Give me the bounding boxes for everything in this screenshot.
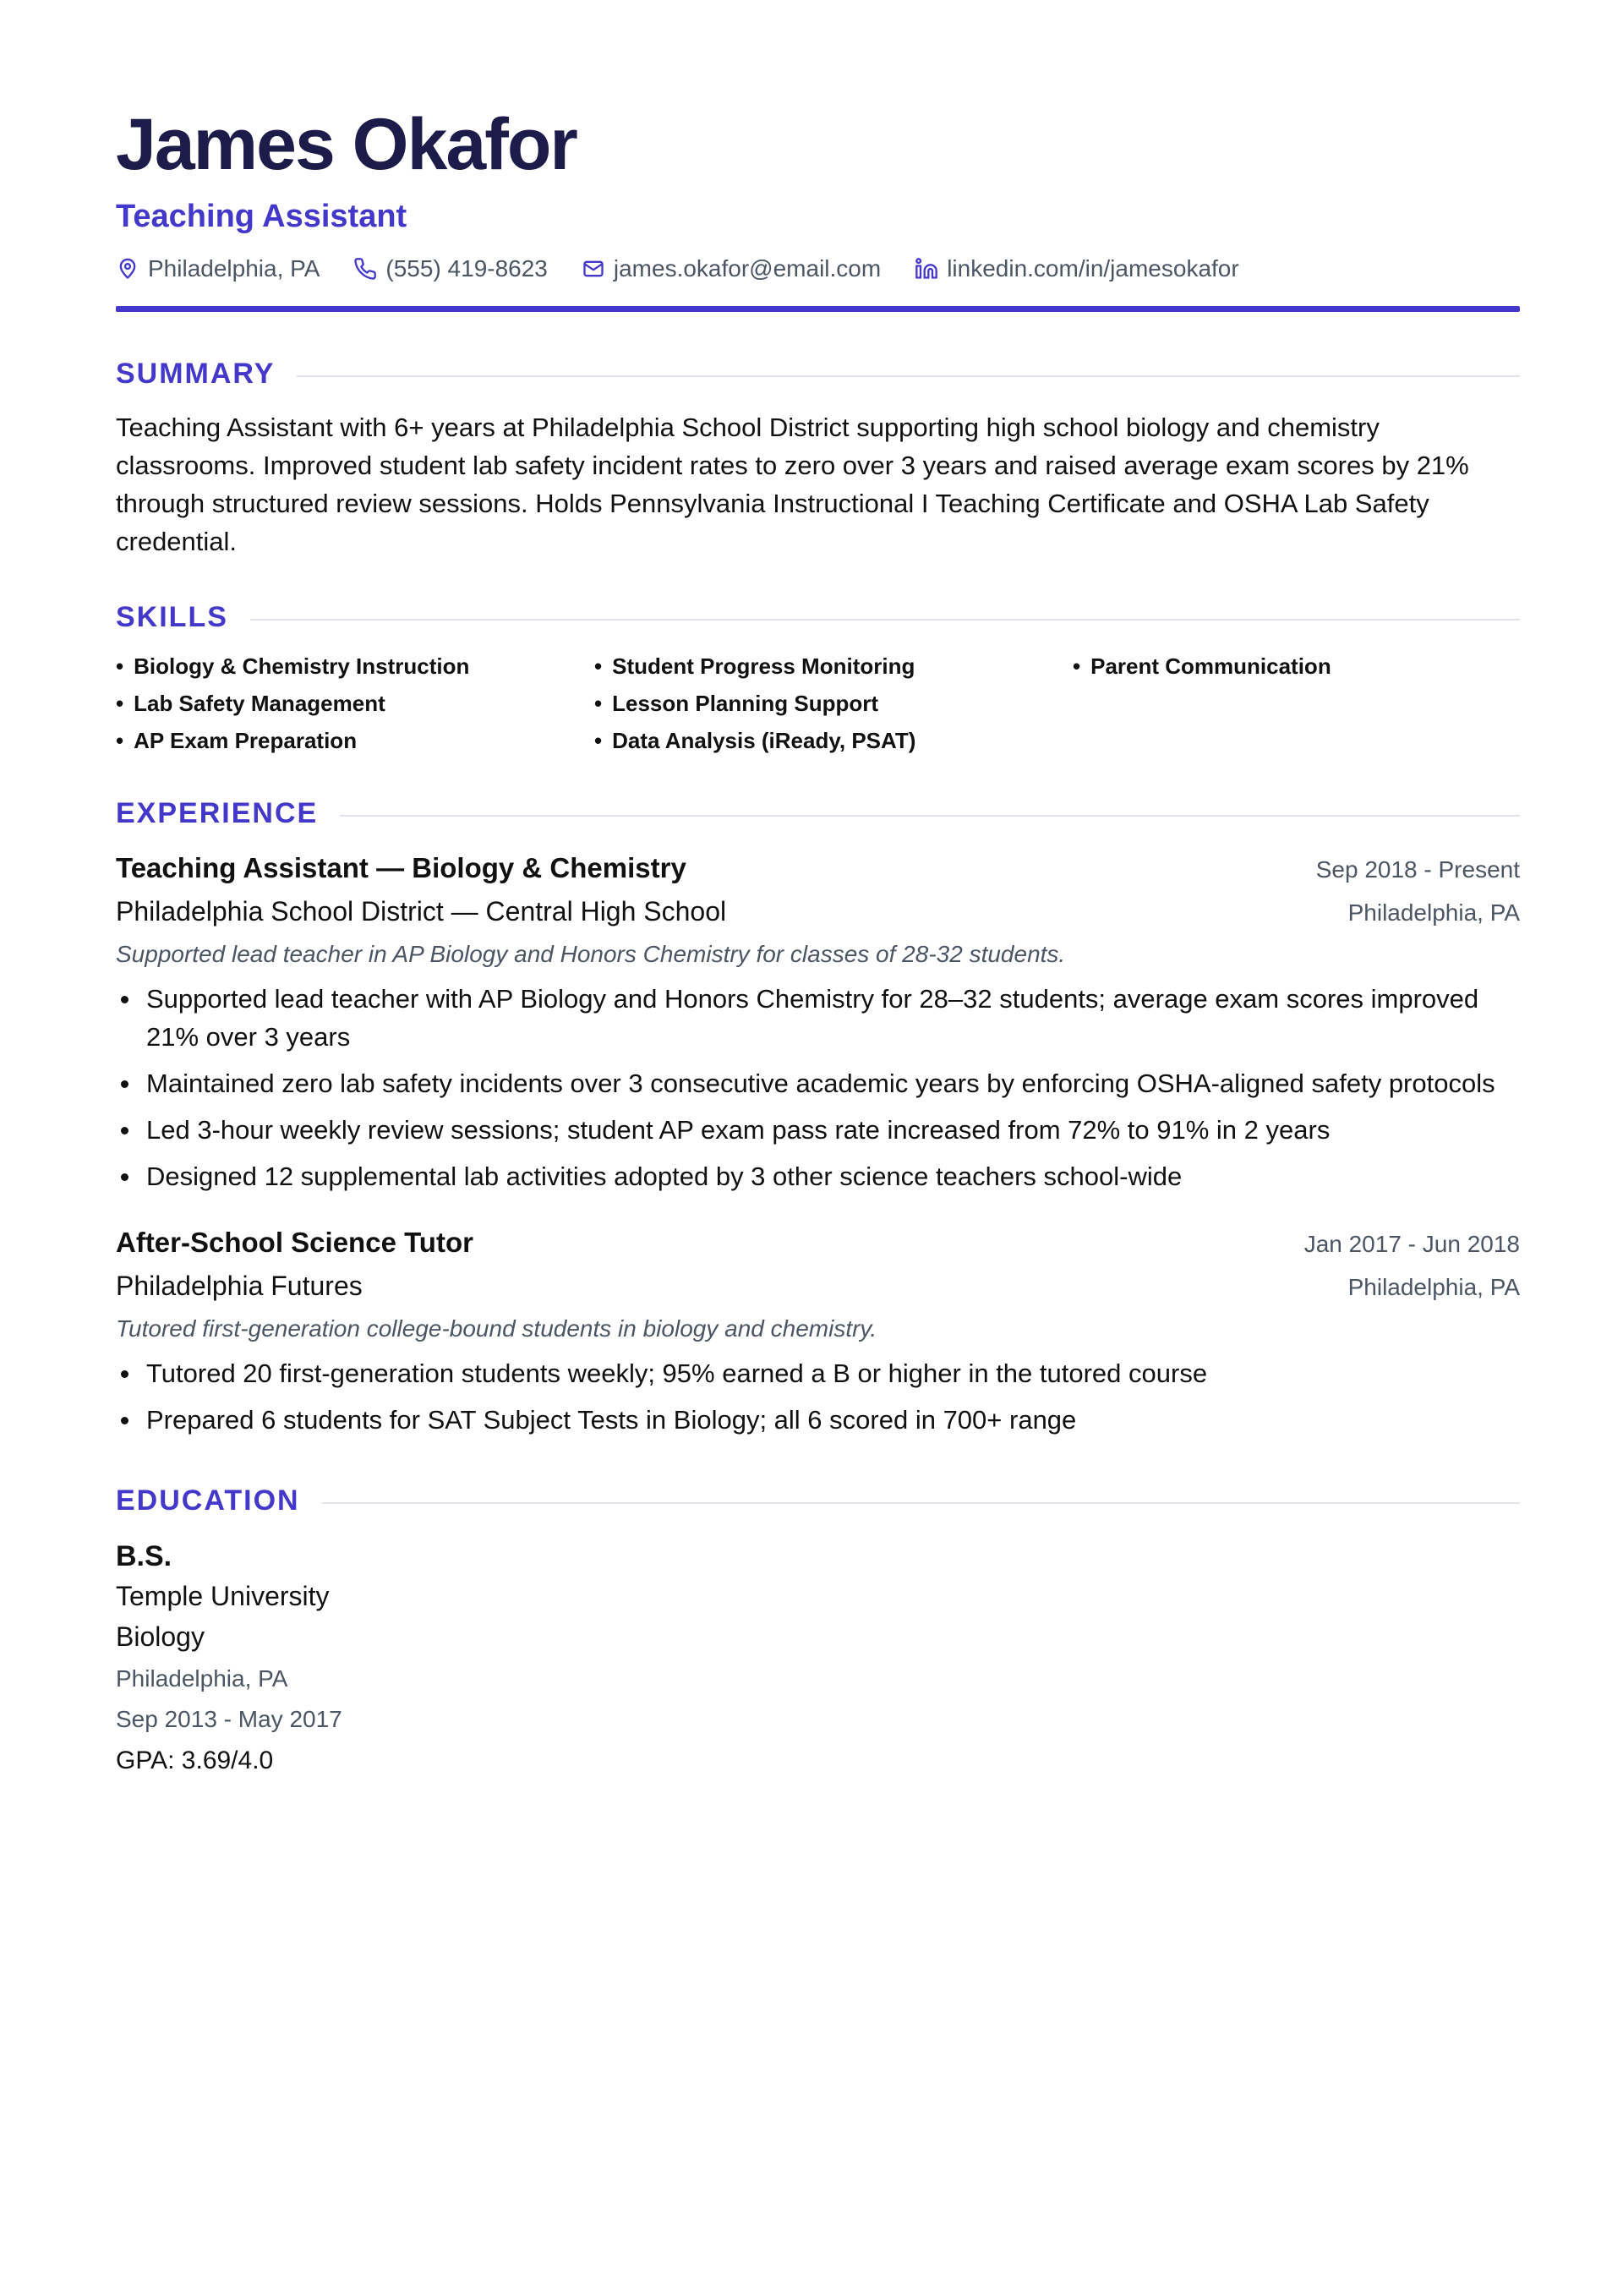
list-item: Designed 12 supplemental lab activities adopted by 3 other science teachers school-wide (116, 1157, 1520, 1195)
email-link[interactable]: james.okafor@email.com (613, 254, 882, 282)
job-entry (116, 850, 1520, 1195)
section-divider (340, 815, 1520, 817)
education-gpa: GPA: 3.69/4.0 (116, 1746, 274, 1774)
list-item: Tutored 20 first-generation students weekly; 95% earned a B or higher in the tutored course (116, 1354, 1520, 1392)
education-location: Philadelphia, PA (116, 1665, 288, 1692)
job-entry (116, 1224, 1520, 1439)
skills-section (116, 600, 1520, 757)
education-degree: B.S. (116, 1539, 172, 1572)
list-item: Led 3-hour weekly review sessions; student AP exam pass rate increased from 72% to 91% in 2 years (116, 1111, 1520, 1149)
section-divider (322, 1502, 1520, 1504)
contact-bar (116, 255, 1520, 282)
job-title-row (116, 850, 1520, 887)
skills-list (116, 650, 1520, 757)
list-item: Maintained zero lab safety incidents over 3 consecutive academic years by enforcing OSHA-aligned safety protocols (116, 1064, 1520, 1102)
job-title: After-School Science Tutor (116, 1226, 473, 1258)
education-section (116, 1486, 1520, 1780)
skills-heading (116, 600, 1520, 633)
job-dates: Sep 2018 - Present (1315, 856, 1520, 883)
summary-heading (116, 359, 1520, 388)
experience-heading (116, 796, 1520, 829)
mail-icon (582, 257, 605, 281)
resume-header (116, 104, 1520, 312)
education-heading (116, 1486, 1520, 1515)
job-bullets (116, 1354, 1520, 1439)
contact-linkedin[interactable] (915, 255, 1239, 282)
list-item: Supported lead teacher with AP Biology and Honors Chemistry for 28–32 students; average exam scores improved 21% over 3 years (116, 980, 1520, 1056)
contact-phone (353, 255, 547, 282)
job-title: Teaching Assistant — Biology & Chemistry (116, 851, 686, 883)
skills-title: SKILLS (116, 600, 228, 633)
section-divider (250, 619, 1520, 620)
linkedin-link[interactable]: linkedin.com/in/jamesokafor (947, 254, 1239, 282)
education-field: Biology (116, 1621, 205, 1652)
section-divider (297, 375, 1520, 377)
education-dates: Sep 2013 - May 2017 (116, 1705, 342, 1732)
job-location: Philadelphia, PA (1347, 1273, 1520, 1300)
skill-item: • Lab Safety Management (116, 690, 385, 716)
phone-icon (353, 257, 377, 281)
job-bullets (116, 980, 1520, 1195)
header-divider (116, 306, 1520, 312)
skill-item: • Student Progress Monitoring (594, 653, 915, 679)
candidate-name: James Okafor (116, 104, 577, 185)
summary-section (116, 359, 1520, 560)
job-org-row (116, 1261, 1520, 1305)
contact-location (116, 255, 320, 282)
skill-item (1073, 687, 1551, 719)
list-item: Prepared 6 students for SAT Subject Tests in Biology; all 6 scored in 700+ range (116, 1401, 1520, 1439)
job-description: Tutored first-generation college-bound students in biology and chemistry. (116, 1315, 877, 1342)
job-description: Supported lead teacher in AP Biology and Honors Chemistry for classes of 28-32 students. (116, 940, 1066, 967)
skill-item: • AP Exam Preparation (116, 727, 358, 753)
education-title: EDUCATION (116, 1484, 300, 1517)
summary-text: Teaching Assistant with 6+ years at Philadelphia School District supporting high school biology and chemistry classrooms. Improved student lab safety incident rates to zero over 3 years and raised average exam scores by 21% through structured review sessions. Holds Pennsylvania Instructional I Teaching Certificate and OSHA Lab Safety credential. (116, 412, 1469, 556)
candidate-role: Teaching Assistant (116, 199, 407, 234)
skill-item: • Data Analysis (iReady, PSAT) (594, 727, 916, 753)
education-school: Temple University (116, 1580, 330, 1611)
linkedin-icon (915, 257, 938, 281)
location-text: Philadelphia, PA (148, 254, 320, 282)
experience-section (116, 796, 1520, 1439)
job-dates: Jan 2017 - Jun 2018 (1303, 1230, 1520, 1257)
job-organization: Philadelphia Futures (116, 1270, 363, 1301)
contact-email[interactable] (582, 255, 881, 282)
location-pin-icon (116, 257, 139, 281)
job-org-row (116, 887, 1520, 931)
skill-item: • Parent Communication (1073, 653, 1331, 679)
phone-text: (555) 419-8623 (385, 254, 548, 282)
skill-item: • Lesson Planning Support (594, 690, 879, 716)
skill-item: • Biology & Chemistry Instruction (116, 653, 470, 679)
summary-title: SUMMARY (116, 357, 276, 390)
job-location: Philadelphia, PA (1347, 899, 1520, 926)
experience-title: EXPERIENCE (116, 796, 319, 829)
job-organization: Philadelphia School District — Central High School (116, 895, 727, 927)
job-title-row (116, 1224, 1520, 1261)
